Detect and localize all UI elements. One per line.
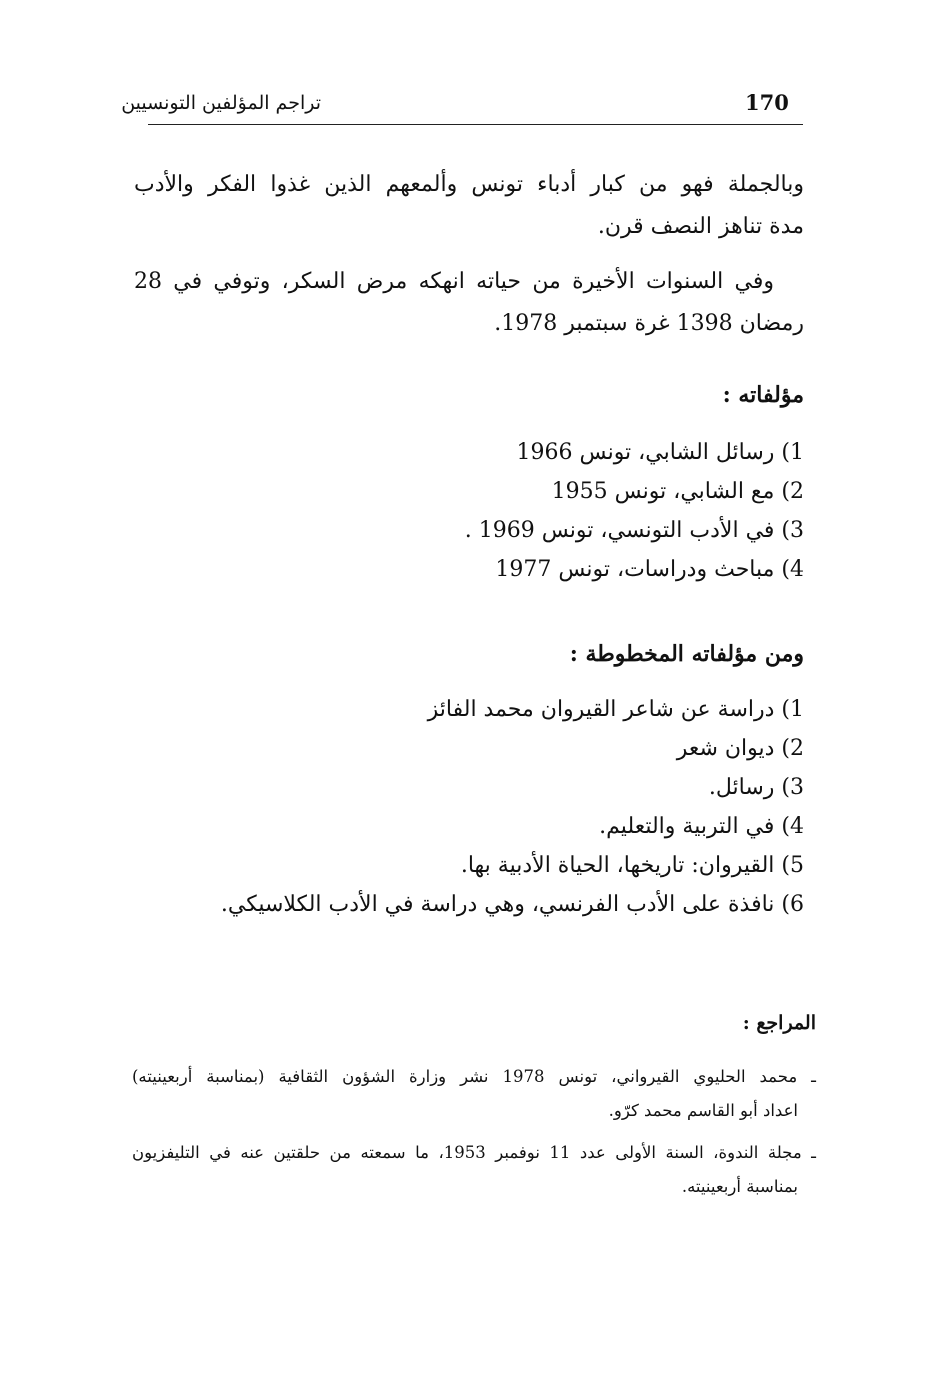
list-item: 5) القيروان: تاريخها، الحياة الأدبية بها. [460, 853, 804, 878]
running-title: تراجم المؤلفين التونسيين [121, 92, 321, 114]
page-number: 170 [745, 90, 789, 115]
reference-line: ـ محمد الحليوي القيرواني، تونس 1978 نشر وزارة الشؤون الثقافية (بمناسبة أربعينيته) [132, 1067, 816, 1086]
list-item: 4) مباحث ودراسات، تونس 1977 [495, 557, 804, 582]
list-item: 1) رسائل الشابي، تونس 1966 [516, 440, 804, 465]
intro-paragraph-1 [134, 164, 804, 248]
header-rule [148, 124, 803, 125]
reference-line: اعداد أبو القاسم محمد كرّو. [608, 1101, 798, 1120]
reference-line: بمناسبة أربعينيته. [681, 1177, 798, 1196]
works-list [465, 433, 804, 589]
paragraph-line: مدة تناهز النصف قرن. [597, 214, 804, 239]
references-heading: المراجع : [742, 1012, 816, 1034]
manuscripts-heading: ومن مؤلفاته المخطوطة : [569, 641, 804, 667]
manuscripts-list [221, 690, 804, 924]
paragraph-line: وبالجملة فهو من كبار أدباء تونس وألمعهم الذين غذوا الفكر والأدب [134, 172, 804, 197]
list-item: 2) ديوان شعر [676, 736, 804, 761]
list-item: 1) دراسة عن شاعر القيروان محمد الفائز [427, 697, 804, 722]
intro-paragraph-2 [134, 261, 804, 345]
reference-entry [132, 1060, 816, 1128]
list-item: 2) مع الشابي، تونس 1955 [551, 479, 804, 504]
works-heading: مؤلفاته : [722, 382, 804, 408]
paragraph-line: رمضان 1398 غرة سبتمبر 1978. [494, 311, 804, 336]
list-item: 3) رسائل. [708, 775, 804, 800]
list-item: 4) في التربية والتعليم. [599, 814, 804, 839]
list-item: 6) نافذة على الأدب الفرنسي، وهي دراسة في الأدب الكلاسيكي. [220, 892, 804, 917]
list-item: 3) في الأدب التونسي، تونس 1969 . [464, 518, 804, 543]
paragraph-line: وفي السنوات الأخيرة من حياته انهكه مرض السكر، وتوفي في 28 [134, 269, 774, 294]
reference-entry [132, 1136, 816, 1204]
reference-line: ـ مجلة الندوة، السنة الأولى عدد 11 نوفمبر 1953، ما سمعته من حلقتين عنه في التليفزيون [132, 1143, 816, 1162]
